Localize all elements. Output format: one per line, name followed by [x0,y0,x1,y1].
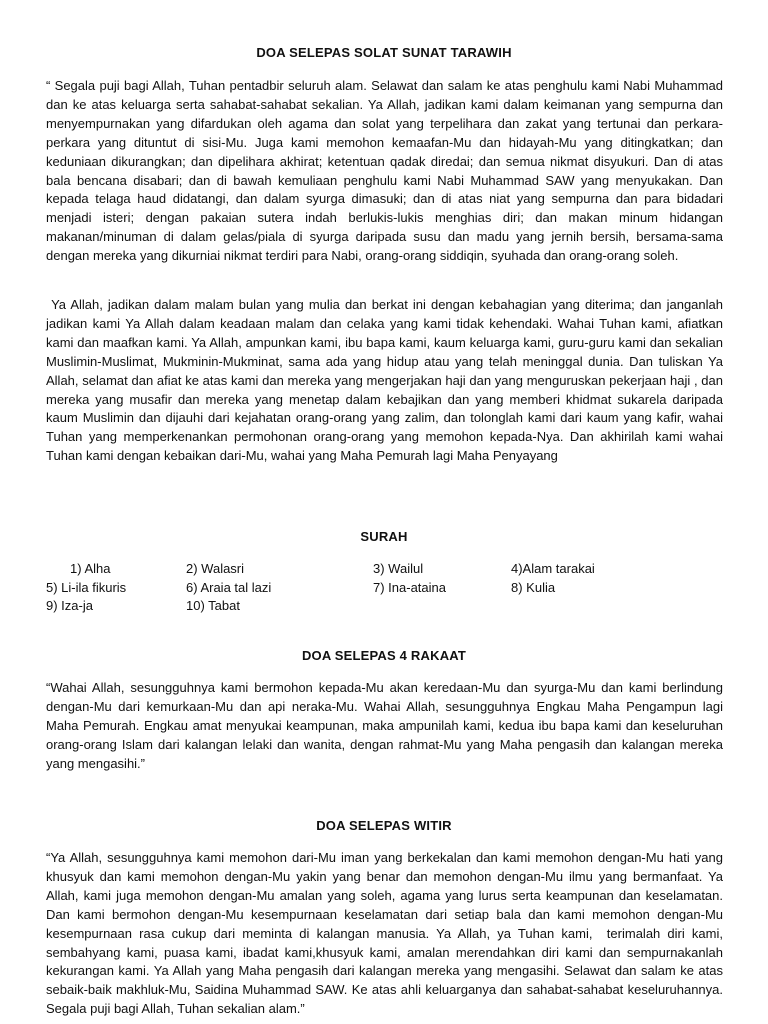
surah-item: 2) Walasri [186,561,245,576]
surah-item: 4)Alam tarakai [511,561,595,576]
surah-item: 10) Tabat [186,598,240,613]
title-doa-4-rakaat: DOA SELEPAS 4 RAKAAT [301,648,467,663]
title-surah: SURAH [360,529,408,544]
surah-item: 5) Li-ila fikuris [46,580,127,595]
paragraph-4-rakaat: “Wahai Allah, sesungguhnya kami bermohon kepada-Mu akan keredaan-Mu dan syurga-Mu dan kami berlindung dengan-Mu dari kemurkaan-Mu dan api neraka-Mu. Wahai Allah, sesungguhnya Engkau Maha Pengampun lagi Maha Pemurah. Engkau amat menyukai keampunan, maka ampunilah kami, kedua ibu bapa kami dan keseluruhan orang-orang Islam dari kalangan lelaki dan wanita, dengan rahmat-Mu yang Maha pengasih dan kalangan mereka yang mengasihi.” [46,680,727,771]
surah-item: 6) Araia tal lazi [186,580,272,595]
paragraph-witir: “Ya Allah, sesungguhnya kami memohon dari-Mu iman yang berkekalan dan kami memohon dengan-Mu hati yang khusyuk dan kami memohon dengan-Mu yakin yang benar dan memohon dengan-Mu ilmu yang bermanfaat. Ya Allah, kami juga memohon dengan-Mu amalan yang soleh, agama yang lurus serta keampunan dan keselamatan. Dan kami bermohon dengan-Mu kesempurnaan keselamatan dari setiap bala dan kami memohon dengan-Mu kesempurnaan rasa cukup dari meminta di kalangan manusia. Ya Allah, ya Tuhan kami, terimalah diri kami, sembahyang kami, puasa kami, ibadat kami,khusyuk kami, amalan merendahkan diri kami dan sempurnakanlah kekurangan kami. Ya Allah yang Maha pengasih dari kalangan mereka yang mengasihi. Selawat dan salam ke atas sebaik-baik makhluk-Mu, Saidina Muhammad SAW. Ke atas ahli keluarganya dan sahabat-sahabat keseluruhannya. Segala puji bagi Allah, Tuhan sekalian alam.” [46,850,727,1017]
surah-item: 9) Iza-ja [46,598,93,613]
title-doa-witir: DOA SELEPAS WITIR [316,818,452,833]
surah-item: 3) Wailul [373,561,424,576]
paragraph-tarawih-2: Ya Allah, jadikan dalam malam bulan yang mulia dan berkat ini dengan kebahagian yang diterima; dan janganlah jadikan kami Ya Allah dalam keadaan malam dan celaka yang kami tidak kehendaki. Wahai Tuhan kami, afiatkan kami dan maafkan kami. Ya Allah, ampunkan kami, ibu bapa kami, kaum keluarga kami, guru-guru kami dan sekalian Muslimin-Muslimat, Mukminin-Mukminat, sama ada yang hidup atau yang telah meninggal dunia. Dan tuliskan Ya Allah, selamat dan afiat ke atas kami dan mereka yang mengerjakan haji dan yang menguruskan pekerjaan haji , dan mereka yang musafir dan mereka yang menetap dalam kebajikan dan yang memberi khidmat sukarela daripada kaum Muslimin dan dijauhi dari kejahatan orang-orang yang zalim, dan tolonglah kami dari kaum yang kafir, wahai Tuhan yang memperkenankan permohonan orang-orang yang memohon kepada-Nya. Dan akhirilah kami wahai Tuhan kami dengan kebaikan dari-Mu, wahai yang Maha Pemurah lagi Maha Penyayang [46,297,727,464]
paragraph-tarawih-1: “ Segala puji bagi Allah, Tuhan pentadbir seluruh alam. Selawat dan salam ke atas penghulu kami Nabi Muhammad dan ke atas keluarga serta sahabat-sahabat sekalian. Ya Allah, jadikan kami dalam keimanan yang sempurna dan menyempurnakan yang difardukan oleh agama dan solat yang terpelihara dan zakat yang tertunai dan perkara-perkara yang dituntut di sisi-Mu. Juga kami memohon kemaafan-Mu dan hidayah-Mu yang ditingkatkan; dan keduniaan dikurangkan; dan dipelihara akhirat; ketentuan qadak diredai; dan semua nikmat disyukuri. Dan di atas bala bencana disabari; dan di bawah kemuliaan penghulu kami Nabi Muhammad SAW yang menyukakan. Dan kepada telaga haud didatangi, dan dalam syurga dimasuki; dan di atas niat yang sempurna dan para bidadari menjadi isteri; dengan pakaian sutera indah berlukis-lukis menghias diri; dan makan minum hidangan makanan/minuman di dalam gelas/piala di syurga daripada susu dan madu yang jernih bersih, bersama-sama dengan mereka yang dikurniai nikmat terdiri para Nabi, orang-orang siddiqin, syuhada dan orang-orang soleh. [46,78,727,264]
surah-item: 8) Kulia [511,580,556,595]
surah-item: 1) Alha [70,561,111,576]
surah-item: 7) Ina-ataina [373,580,446,595]
title-doa-tarawih: DOA SELEPAS SOLAT SUNAT TARAWIH [256,45,512,60]
